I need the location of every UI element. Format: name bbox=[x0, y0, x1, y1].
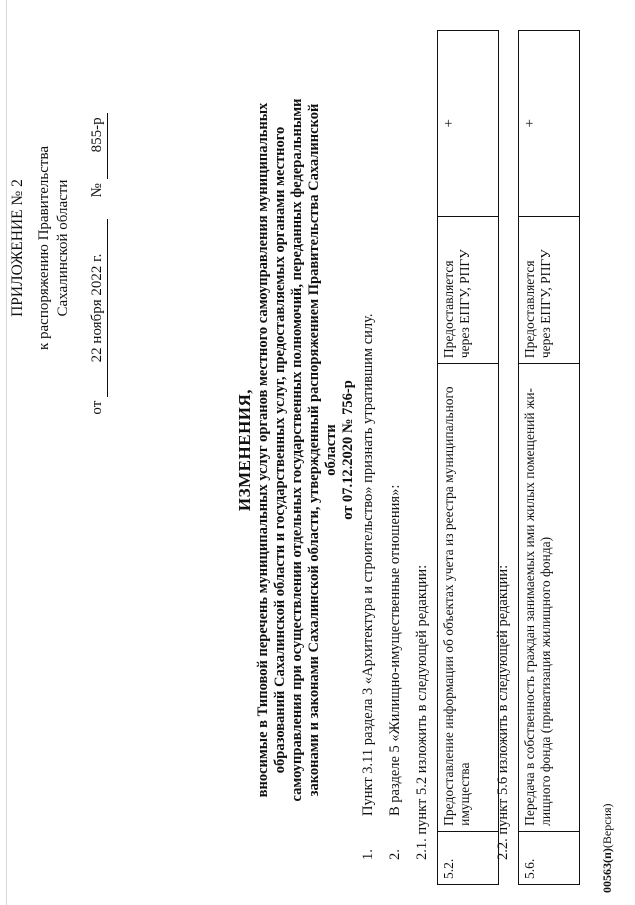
table-cell-mark: + bbox=[519, 31, 580, 217]
heading-line-2: образований Сахалинской области и государственных услуг, предоставляемых органами местного bbox=[272, 126, 288, 774]
list-item: 2.1. пункт 5.2 изложить в следующей редакции: bbox=[414, 564, 430, 860]
table-cell-name: Передача в собственность граждан занимаемых ими жилых помещений жи- лищного фонда (приватизация жилищного фонда) bbox=[519, 364, 580, 832]
from-label: от bbox=[89, 400, 105, 415]
table-cell-mark: + bbox=[438, 31, 499, 217]
appendix-line-2: Сахалинской области bbox=[55, 179, 71, 317]
appendix-date-line bbox=[88, 84, 108, 444]
table-cell-num: 5.2. bbox=[438, 831, 499, 884]
heading-line-4: законами и законами Сахалинской области, утвержденный распоряжением Правительства Сахалинской области bbox=[306, 103, 339, 797]
appendix-title: ПРИЛОЖЕНИЕ № 2 bbox=[9, 179, 26, 317]
document-heading bbox=[236, 90, 357, 810]
heading-line-5: от 07.12.2020 № 756-р bbox=[340, 380, 356, 520]
table-row bbox=[438, 31, 499, 885]
table-row bbox=[519, 31, 580, 885]
scan-edge-line bbox=[6, 0, 7, 905]
appendix-line-1: к распоряжению Правительства bbox=[36, 146, 52, 351]
table-cell-via: Предоставляется через ЕПГУ, РПГУ bbox=[519, 216, 580, 364]
appendix-date: 22 ноября 2022 г. bbox=[88, 219, 108, 397]
heading-line-1: вносимые в Типовой перечень муниципальных услуг органов местного самоуправления муниципальных bbox=[255, 102, 271, 798]
list-item: 1.Пункт 3.11 раздела 3 «Архитектура и строительство» признать утратившим силу. bbox=[360, 313, 376, 860]
appendix-block bbox=[8, 98, 105, 415]
list-item: 2.В разделе 5 «Жилищно-имущественные отношения»: bbox=[387, 484, 403, 860]
table-cell-via: Предоставляется через ЕПГУ, РПГУ bbox=[438, 216, 499, 364]
heading-line-3: самоуправления при осуществлении отдельных государственных полномочий, переданных федеральными bbox=[289, 98, 305, 802]
heading-title: ИЗМЕНЕНИЯ, bbox=[235, 388, 254, 512]
appendix-number: 855-р bbox=[88, 113, 108, 179]
table-item-5-2 bbox=[437, 30, 499, 885]
number-label: № bbox=[89, 183, 105, 198]
table-cell-num: 5.6. bbox=[519, 831, 580, 884]
list-item: 2.2. пункт 5.6 изложить в следующей редакции: bbox=[495, 564, 511, 860]
table-cell-name: Предоставление информации об объектах учета из реестра муниципального имущества bbox=[438, 364, 499, 832]
table-item-5-6 bbox=[518, 30, 580, 885]
footer-code: 00563(п)(Версия) bbox=[600, 803, 614, 893]
